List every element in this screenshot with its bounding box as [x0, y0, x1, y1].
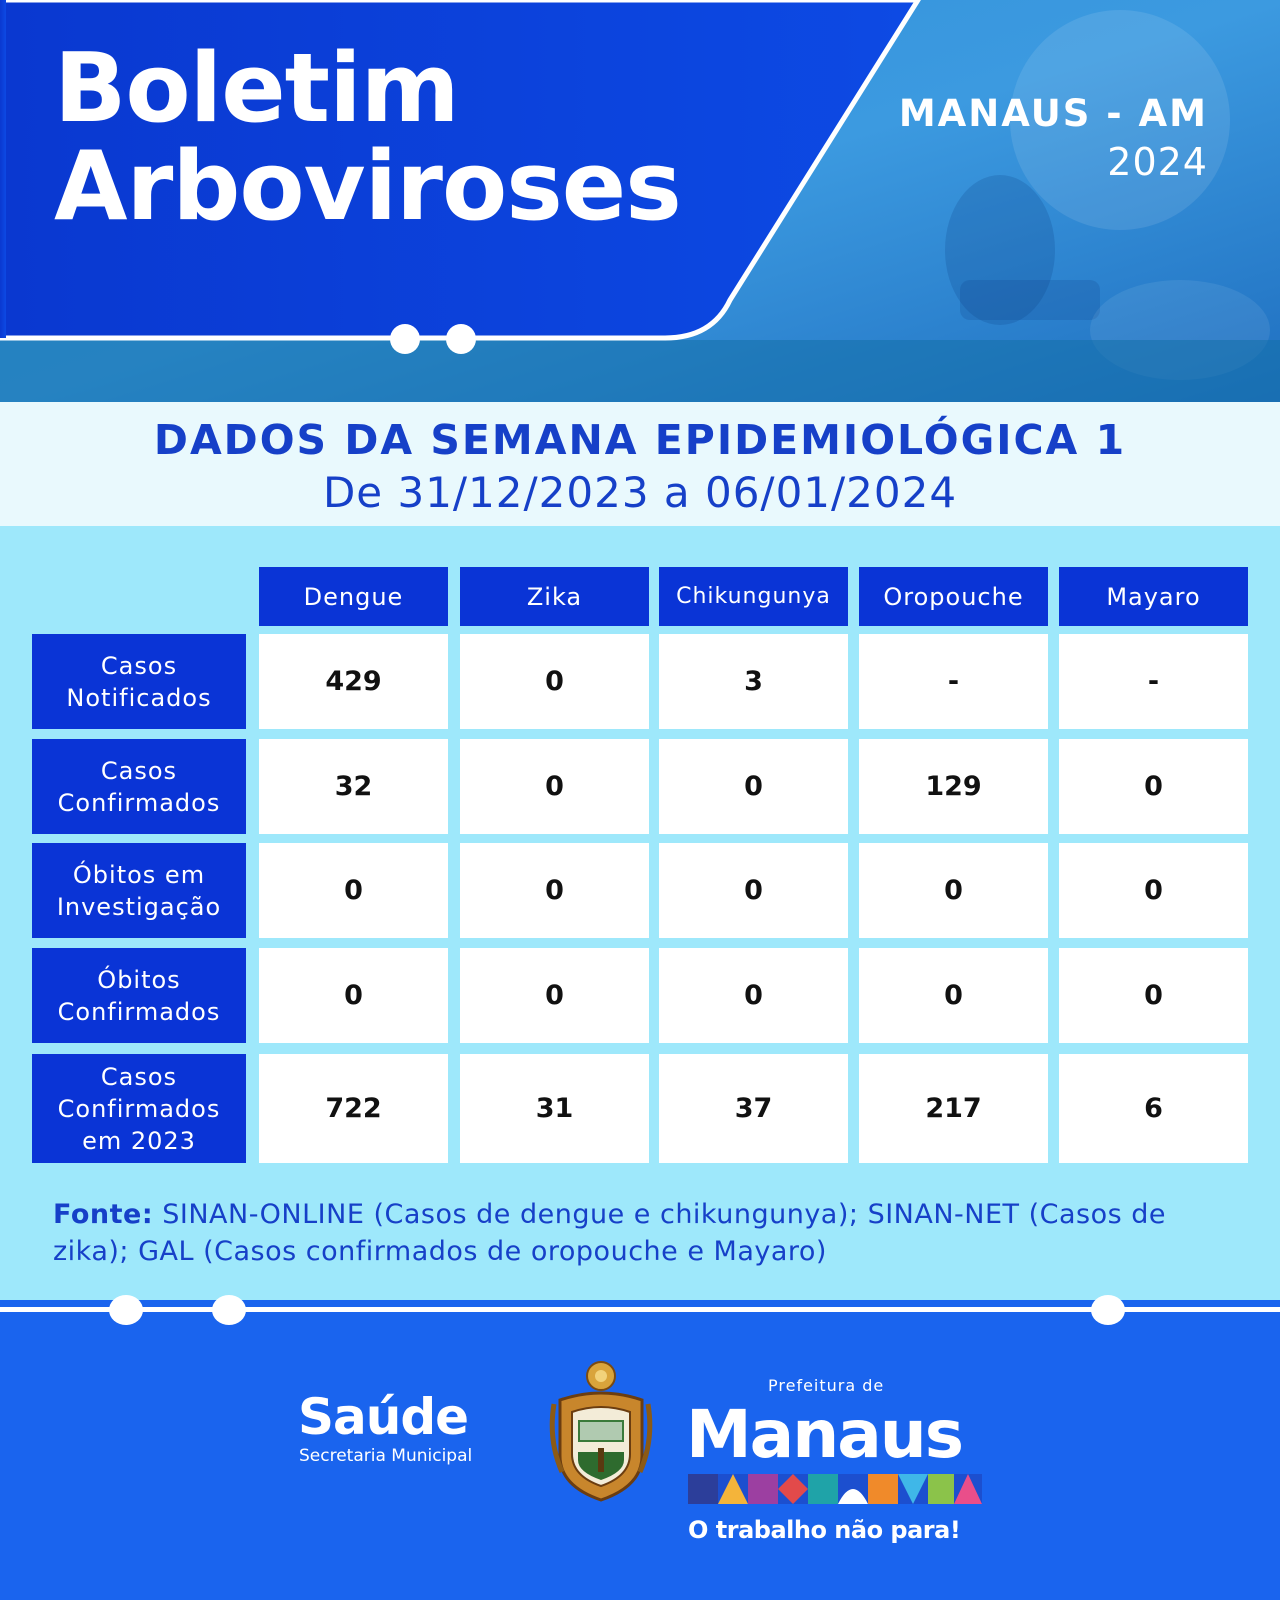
week-title: DADOS DA SEMANA EPIDEMIOLÓGICA 1: [153, 416, 1127, 464]
table-cell: 429: [259, 634, 448, 729]
table-cell: 0: [859, 843, 1048, 938]
source-text: SINAN-ONLINE (Casos de dengue e chikungunya); SINAN-NET (Casos de zika); GAL (Casos confirmados de oropouche e Mayaro): [53, 1199, 1167, 1267]
table-cell: 0: [460, 948, 649, 1043]
saude-wordmark: Saúde: [298, 1388, 469, 1446]
table-cell: 37: [659, 1054, 848, 1163]
slogan: O trabalho não para!: [688, 1516, 961, 1544]
decor-dot: [109, 1295, 143, 1325]
title-line-1: Boletim: [54, 34, 459, 144]
manaus-wordmark: Manaus: [686, 1396, 963, 1473]
prefeitura-de-label: Prefeitura de: [768, 1376, 885, 1395]
row-header-casos-confirmados: Casos Confirmados: [32, 739, 246, 834]
table-cell: -: [859, 634, 1048, 729]
table-cell: 0: [659, 948, 848, 1043]
table-cell: 0: [1059, 948, 1248, 1043]
row-header-casos-notificados: Casos Notificados: [32, 634, 246, 729]
column-header-dengue: Dengue: [259, 567, 448, 626]
source-label: Fonte:: [53, 1199, 154, 1230]
location-label: MANAUS - AM: [898, 92, 1208, 135]
table-cell: 0: [460, 843, 649, 938]
coat-of-arms-icon: [548, 1360, 654, 1506]
column-header-mayaro: Mayaro: [1059, 567, 1248, 626]
decor-dot: [1091, 1295, 1125, 1325]
table-cell: 3: [659, 634, 848, 729]
column-header-zika: Zika: [460, 567, 649, 626]
week-date-range: De 31/12/2023 a 06/01/2024: [322, 468, 958, 517]
footer-divider: [0, 1307, 1280, 1312]
column-header-chikungunya: Chikungunya: [659, 567, 848, 626]
table-cell: 0: [259, 843, 448, 938]
column-header-oropouche: Oropouche: [859, 567, 1048, 626]
table-cell: 0: [1059, 739, 1248, 834]
table-cell: 722: [259, 1054, 448, 1163]
row-header-obitos-em-investigacao: Óbitos em Investigação: [32, 843, 246, 938]
table-cell: 0: [659, 843, 848, 938]
table-cell: 0: [259, 948, 448, 1043]
table-cell: 0: [460, 739, 649, 834]
row-header-obitos-confirmados: Óbitos Confirmados: [32, 948, 246, 1043]
saude-subtitle: Secretaria Municipal: [299, 1446, 473, 1466]
decor-dot: [212, 1295, 246, 1325]
table-cell: 0: [1059, 843, 1248, 938]
table-cell: 0: [659, 739, 848, 834]
title-line-2: Arboviroses: [54, 132, 681, 242]
week-band: [0, 402, 1280, 526]
table-cell: 6: [1059, 1054, 1248, 1163]
table-cell: 31: [460, 1054, 649, 1163]
table-cell: 0: [859, 948, 1048, 1043]
year-label: 2024: [1107, 140, 1208, 184]
manaus-color-strip-icon: [688, 1474, 982, 1504]
header-banner: [0, 0, 1280, 402]
row-header-casos-confirmados-2023: Casos Confirmados em 2023: [32, 1054, 246, 1163]
table-cell: 129: [859, 739, 1048, 834]
table-cell: 0: [460, 634, 649, 729]
table-cell: 32: [259, 739, 448, 834]
table-cell: -: [1059, 634, 1248, 729]
table-cell: 217: [859, 1054, 1048, 1163]
source-note: [53, 1196, 1243, 1270]
